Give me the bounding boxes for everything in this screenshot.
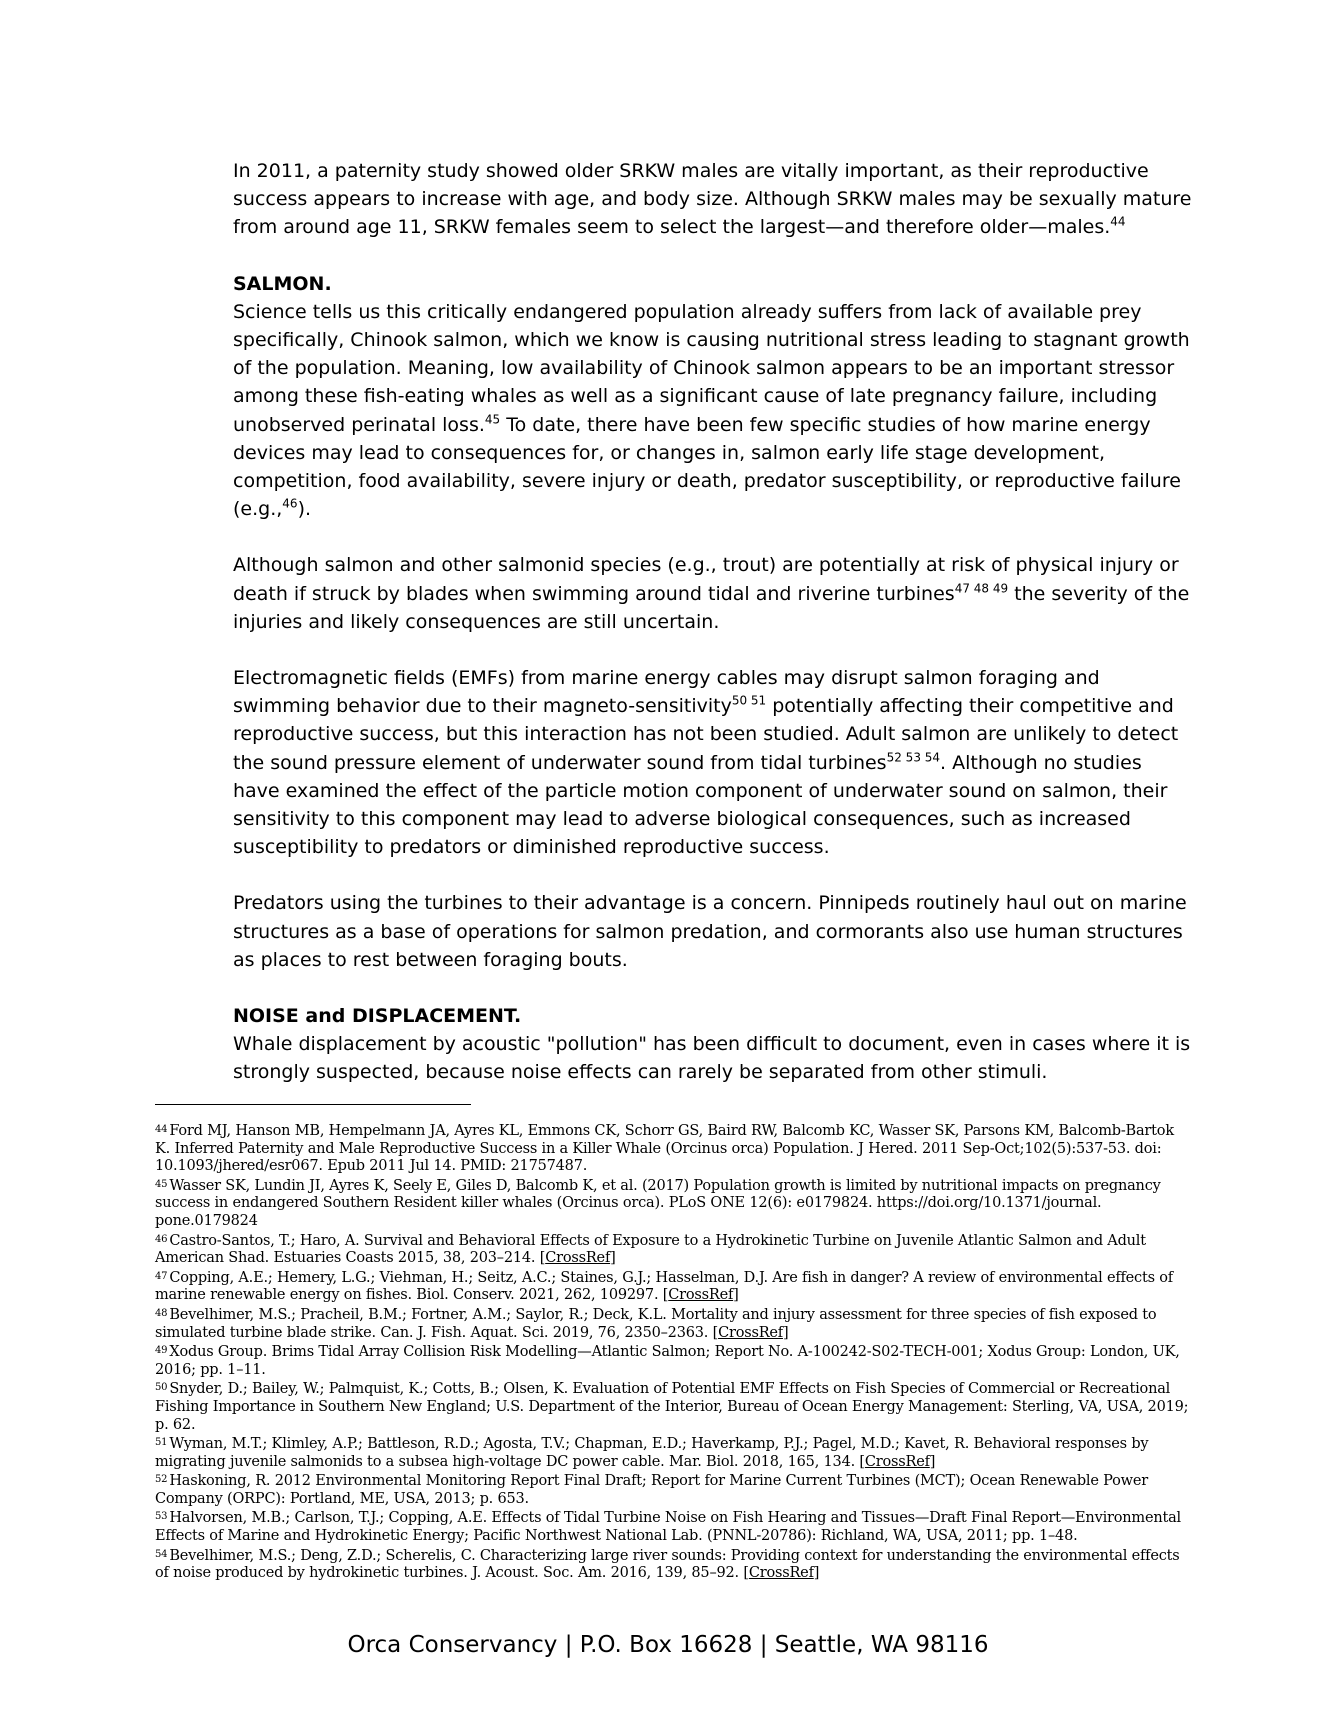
footnote-text: Haskoning, R. 2012 Environmental Monitoring Report Final Draft; Report for Marine Current Turbines (MCT); Ocean Renewable Power Company (ORPC): Portland, ME, USA, 2013; p. 653. [155,1473,1148,1507]
footnote-text: Snyder, D.; Bailey, W.; Palmquist, K.; Cotts, B.; Olsen, K. Evaluation of Potential EMF Effects on Fish Species of Commercial or Recreational Fishing Importance in Southern New England; U.S. Department of the Interior, Bureau of Ocean Energy Management: Sterling, VA, USA, 2019; p. 62. [155,1381,1189,1433]
footnote-text: Bevelhimer, M.S.; Pracheil, B.M.; Fortner, A.M.; Saylor, R.; Deck, K.L. Mortality and injury assessment for three species of fish exposed to simulated turbine blade strike. Can. J. Fish. Aquat. Sci. 2019, 76, 2350–2363. [ [155,1306,1157,1341]
footnote-ref[interactable]: 45 [484,412,501,427]
footnote-item [155,1342,1190,1379]
paragraph-displacement: Whale displacement by acoustic "pollution" has been difficult to document, even in cases where it is strongly suspected, because noise effects can rarely be separated from other stimuli. [233,1033,1191,1084]
footnote-item [155,1268,1190,1305]
crossref-link[interactable]: CrossRef [864,1453,930,1470]
footnotes [155,1121,1190,1583]
salmon-heading: SALMON. [233,272,332,295]
footnote-item [155,1305,1190,1342]
crossref-link[interactable]: CrossRef [748,1565,814,1582]
paragraph-salmon-prey: Science tells us this critically endangered population already suffers from lack of available prey specifically, Chinook salmon, which we know is causing nutritional stress leading to stagnant growth of the population. Meaning, low availability of Chinook salmon appears to be an important stressor among these fish-eating whales as well as a significant cause of late pregnancy failure, including unobserved perinatal loss.$^{45}$ To date, there have been few specific studies of how marine energy devices may lead to consequences for, or changes in, salmon early life stage development, competition, food availability, severe injury or death, predator susceptibility, or reproductive failure (e.g.,$^{46}$). [233,300,1190,521]
footnote-item [155,1121,1190,1176]
footnote-item [155,1546,1190,1583]
footnote-item [155,1176,1190,1231]
footnote-number: 54 [155,1548,168,1560]
footnote-ref[interactable]: 50 51 [731,693,767,708]
bracket-close: ] [733,1287,739,1304]
crossref-link[interactable]: CrossRef [668,1287,734,1304]
paragraph-predators: Predators using the turbines to their advantage is a concern. Pinnipeds routinely haul out on marine structures as a base of operations for salmon predation, and cormorants also use human structures as places to rest between foraging bouts. [233,892,1187,971]
bracket-close: ] [813,1565,820,1582]
footnote-number: 53 [155,1511,168,1523]
crossref-link[interactable]: CrossRef [545,1250,611,1267]
bracket-close: ] [782,1324,789,1341]
footnote-number: 46 [155,1233,168,1245]
footnote-item [155,1508,1190,1545]
paragraph-turbine-injury: Although salmon and other salmonid species (e.g., trout) are potentially at risk of physical injury or death if struck by blades when swimming around tidal and riverine turbines$^{47 48 49}$ the severity of the injuries and likely consequences are still uncertain. [233,554,1190,633]
footnote-number: 52 [155,1474,168,1486]
footnote-text: Halvorsen, M.B.; Carlson, T.J.; Copping, A.E. Effects of Tidal Turbine Noise on Fish Hearing and Tissues—Draft Final Report—Environmental Effects of Marine and Hydrokinetic Energy; Pacific Northwest National Lab. (PNNL-20786): Richland, WA, USA, 2011; pp. 1–48. [155,1510,1181,1545]
footnote-number: 47 [155,1270,168,1282]
paragraph-emf: Electromagnetic fields (EMFs) from marine energy cables may disrupt salmon foraging and swimming behavior due to their magneto-sensitivity$^{50 51}$ potentially affecting their competitive and reproductive success, but this interaction has not been studied. Adult salmon are unlikely to detect the sound pressure element of underwater sound from tidal turbines$^{52 53 54}$. Although no studies have examined the effect of the particle motion component of underwater sound on salmon, their sensitivity to this component may lead to adverse biological consequences, such as increased susceptibility to predators or diminished reproductive success. [233,667,1179,859]
footnote-ref[interactable]: 44 [1110,215,1126,230]
bracket-close: ] [929,1453,936,1470]
noise-heading: NOISE and DISPLACEMENT. [233,1005,522,1028]
footnote-number: 50 [155,1382,168,1394]
footnote-item [155,1231,1190,1268]
footnote-number: 48 [155,1307,168,1319]
bracket-close: ] [610,1250,616,1267]
footnote-text: Copping, A.E.; Hemery, L.G.; Viehman, H.; Seitz, A.C.; Staines, G.J.; Hasselman, D.J. Are fish in danger? A review of environmental effects of marine renewable energy on fishes. Biol. Conserv. 2021, 262, 109297. [ [155,1269,1173,1304]
page-footer: Orca Conservancy | P.O. Box 16628 | Seattle, WA 98116 [347,1632,989,1658]
footnote-text: Bevelhimer, M.S.; Deng, Z.D.; Scherelis, C. Characterizing large river sounds: Providing context for understanding the environmental effects of noise produced by hydrokinetic turbines. J. Acoust. Soc. Am. 2016, 139, 85–92. [ [155,1547,1180,1582]
body-text [233,157,1193,1087]
paragraph-paternity: In 2011, a paternity study showed older SRKW males are vitally important, as their reproductive success appears to increase with age, and body size. Although SRKW males may be sexually mature from around age 11, SRKW females seem to select the largest—and therefore older—males.$^{44}$ [233,160,1192,239]
footnote-number: 51 [155,1437,168,1449]
footnote-text: Castro-Santos, T.; Haro, A. Survival and Behavioral Effects of Exposure to a Hydrokinetic Turbine on Juvenile Atlantic Salmon and Adult American Shad. Estuaries Coasts 2015, 38, 203–214. [ [155,1232,1146,1267]
footnote-number: 45 [155,1178,168,1190]
crossref-link[interactable]: CrossRef [718,1324,783,1341]
footnote-text: Wyman, M.T.; Klimley, A.P.; Battleson, R.D.; Agosta, T.V.; Chapman, E.D.; Haverkamp, P.J.; Pagel, M.D.; Kavet, R. Behavioral responses by migrating juvenile salmonids to a subsea high-voltage DC power cable. Mar. Biol. 2018, 165, 134. [ [155,1436,1149,1470]
footnote-item [155,1379,1190,1434]
footnote-item [155,1471,1190,1508]
footnote-text: Xodus Group. Brims Tidal Array Collision Risk Modelling—Atlantic Salmon; Report No. A-100242-S02-TECH-001; Xodus Group: London, UK, 2016; pp. 1–11. [155,1344,1180,1378]
footnote-text: Ford MJ, Hanson MB, Hempelmann JA, Ayres KL, Emmons CK, Schorr GS, Baird RW, Balcomb KC, Wasser SK, Parsons KM, Balcomb-Bartok K. Inferred Paternity and Male Reproductive Success in a Killer Whale (Orcinus orca) Population. J Hered. 2011 Sep-Oct;102(5):537-53. doi: 10.1093/jhered/esr067. Epub 2011 Jul 14. PMID: 21757487. [155,1123,1174,1175]
footnote-ref[interactable]: 52 53 54 [886,750,941,765]
footnote-divider [155,1104,471,1105]
footnote-number: 49 [155,1345,168,1357]
footnote-number: 44 [155,1124,168,1135]
footnote-ref[interactable]: 47 48 49 [954,581,1009,596]
footnote-ref[interactable]: 46 [282,496,298,511]
footnote-text: Wasser SK, Lundin JI, Ayres K, Seely E, Giles D, Balcomb K, et al. (2017) Population growth is limited by nutritional impacts on pregnancy success in endangered Southern Resident killer whales (Orcinus orca). PLoS ONE 12(6): e0179824. https://doi.org/10.1371/journal. pone.0179824 [155,1177,1161,1229]
footnote-item [155,1434,1190,1471]
